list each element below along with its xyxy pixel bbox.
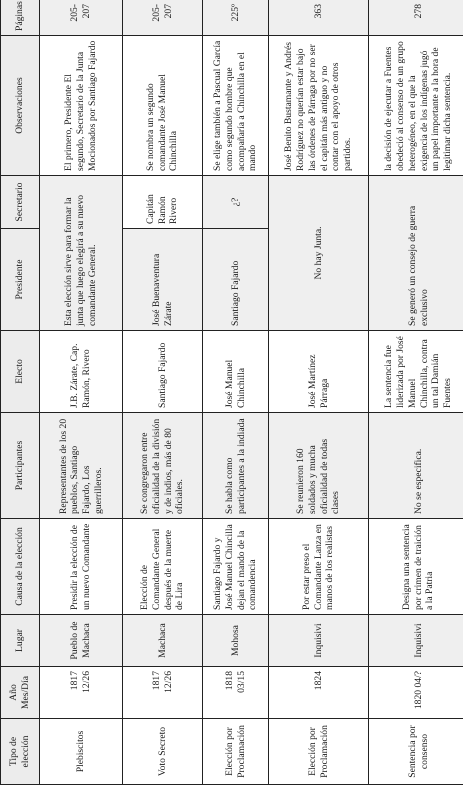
header-secretario: Secretario <box>1 176 40 229</box>
cell-lugar: Mohosa <box>203 615 269 667</box>
cell-observaciones: la decisión de ejecutar a Fuentes obedeció al consenso de un grupo heterogéneo, en el que la exigencia de los indígenas jugó un papel importante a la hora de legitimar dicha sentencia. <box>369 36 463 176</box>
cell-presidente: Santiago Fajardo <box>203 229 269 331</box>
cell-participantes: Se congregaron entre oficialidad de la división y de indios, más de 80 oficiales. <box>123 413 203 519</box>
cell-anio: 1824 <box>269 667 369 719</box>
header-row <box>1 0 40 785</box>
cell-secretario: Capitán Ramón Rivero <box>123 176 203 229</box>
cell-tipo: Elección por Proclamación <box>269 719 369 785</box>
cell-electo: José Martínez Párraga <box>269 331 369 413</box>
cell-anio: 1817 12/26 <box>123 667 203 719</box>
cell-causa: Elección de Comandante General después de la muerte de Lira <box>123 519 203 615</box>
cell-presidente-secretario: No hay Junta. <box>269 176 369 331</box>
cell-paginas: 205-207 <box>123 0 203 36</box>
cell-tipo: Plebiscitos <box>40 719 123 785</box>
header-participantes: Participantes <box>1 413 40 519</box>
header-observaciones: Observaciones <box>1 36 40 176</box>
cell-electo: J.B. Zárate, Cap. Ramón, Rivero <box>40 331 123 413</box>
cell-paginas: 363 <box>269 0 369 36</box>
cell-anio: 1818 03/15 <box>203 667 269 719</box>
cell-electo: Santiago Fajardo <box>123 331 203 413</box>
cell-observaciones: Se elige también a Pascual García como segundo hombre que acompañaría a Chinchilla en el mando <box>203 36 269 176</box>
header-causa: Causa de la elección <box>1 519 40 615</box>
cell-electo: José Manuel Chinchilla <box>203 331 269 413</box>
cell-participantes: Representantes de los 20 pueblos, Santiago Fajardo, Los guerrilleros. <box>40 413 123 519</box>
cell-causa: Designa una sentencia por crimen de traición a la Patria <box>369 519 463 615</box>
table-row <box>123 0 203 785</box>
cell-lugar: Pueblo de Machaca <box>40 615 123 667</box>
table-row <box>369 0 463 785</box>
cell-tipo: Sentencia por consenso <box>369 719 463 785</box>
cell-paginas: 225º <box>203 0 269 36</box>
cell-electo: La sentencia fue liderizada por José Manuel Chinchilla, contra un tal Damián Fuentes <box>369 331 463 413</box>
cell-observaciones: Se nombra un segundo comandante José Manuel Chinchilla <box>123 36 203 176</box>
table-row <box>269 0 369 785</box>
cell-observaciones: El primero, Presidente El segundo, Secretario de la Junta Mocionados por Santiago Fajardo <box>40 36 123 176</box>
cell-anio: 1820 04/? <box>369 667 463 719</box>
cell-participantes: Se reunieron 160 soldados y mucha oficialidad de todas clases <box>269 413 369 519</box>
cell-paginas: 205-207 <box>40 0 123 36</box>
cell-causa: Por estar preso el Comandante Lanza en manos de los realistas <box>269 519 369 615</box>
table-row <box>203 0 269 785</box>
cell-lugar: Inquisivi <box>269 615 369 667</box>
cell-paginas: 278 <box>369 0 463 36</box>
cell-participantes: No se especifica. <box>369 413 463 519</box>
cell-tipo: Voto Secreto <box>123 719 203 785</box>
cell-lugar: Inquisivi <box>369 615 463 667</box>
cell-secretario: ¿? <box>203 176 269 229</box>
header-electo: Electo <box>1 331 40 413</box>
header-lugar: Lugar <box>1 615 40 667</box>
table-row <box>40 0 123 785</box>
cell-presidente: José Buenaventura Zárate <box>123 229 203 331</box>
cell-tipo: Elección por Proclamación <box>203 719 269 785</box>
header-presidente: Presidente <box>1 229 40 331</box>
cell-causa: Presidir la elección de un nuevo Comandante <box>40 519 123 615</box>
cell-participantes: Se habla como participantes a la indiada <box>203 413 269 519</box>
header-paginas: Páginas <box>1 0 40 36</box>
header-tipo: Tipo de elección <box>1 719 40 785</box>
cell-presidente-secretario: Esta elección sirve para formar la junta que luego elegirá a su nuevo comandante General. <box>40 176 123 331</box>
cell-observaciones: José Benito Bustamante y Andrés Rodríguez no querían estar bajo las órdenes de Párraga por no ser el capitán más antiguo y no contar con el apoyo de otros partidos. <box>269 36 369 176</box>
cell-presidente-secretario: Se generó un consejo de guerra exclusivo <box>369 176 463 331</box>
cell-anio: 1817 12/26 <box>40 667 123 719</box>
cell-causa: Santiago Fajardo y José Manuel Chincilla dejan el mando de la comandencia <box>203 519 269 615</box>
cell-lugar: Machaca <box>123 615 203 667</box>
header-anio: Año Mes/Día <box>1 667 40 719</box>
